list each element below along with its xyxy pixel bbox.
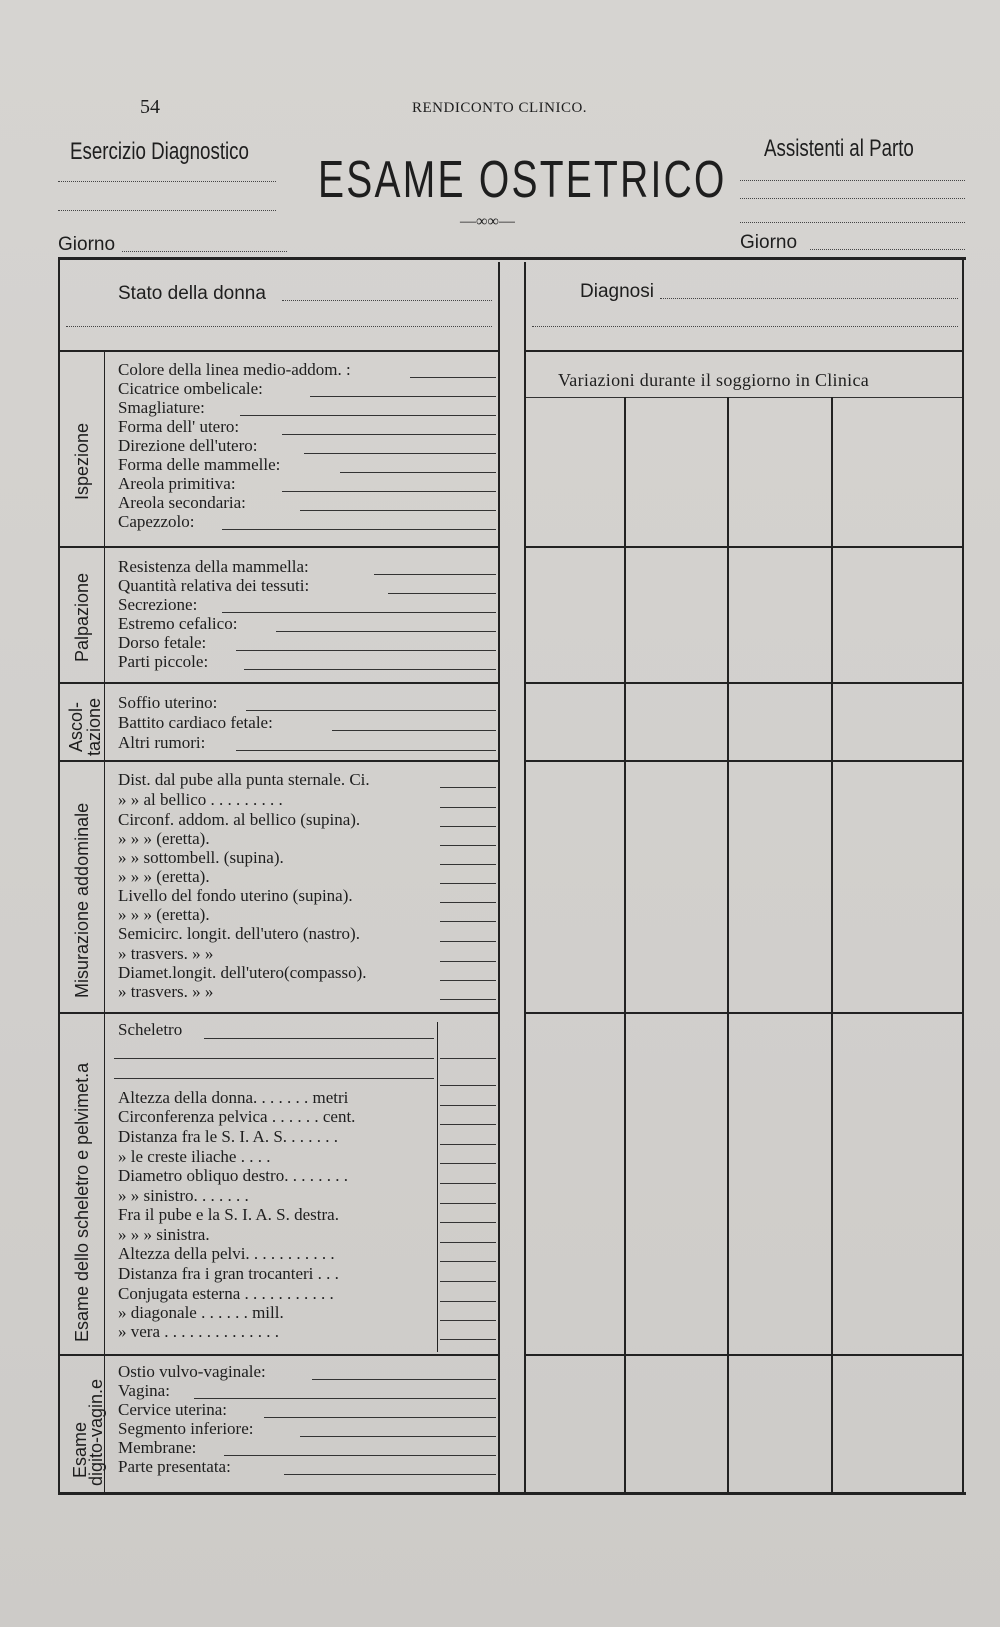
list-item: » trasvers. » » <box>118 982 214 1001</box>
left-dotted-line-2 <box>58 210 276 211</box>
day-dotted-right <box>810 249 965 250</box>
diagnosi-dotted-line <box>660 298 958 299</box>
fill-line <box>222 612 496 613</box>
fill-line <box>440 1320 496 1321</box>
list-item: » vera . . . . . . . . . . . . . . <box>118 1322 280 1341</box>
rule-misurazione-end <box>60 1012 498 1014</box>
fill-line <box>440 1144 496 1145</box>
fill-line <box>440 864 496 865</box>
list-item: Direzione dell'utero: <box>118 436 258 455</box>
page-title: ESAME OSTETRICO <box>318 151 727 209</box>
fill-line <box>244 669 496 670</box>
list-item: Cervice uterina: <box>118 1400 228 1419</box>
fill-line <box>440 1261 496 1262</box>
fill-line <box>304 453 496 454</box>
list-item: Areola secondaria: <box>118 493 246 512</box>
fill-line <box>440 1124 496 1125</box>
list-item: Membrane: <box>118 1438 197 1457</box>
list-item: » » al bellico . . . . . . . . . <box>118 790 283 809</box>
top-box-bottom-left <box>60 350 498 352</box>
fill-line <box>440 807 496 808</box>
fill-line <box>440 999 496 1000</box>
fill-line <box>440 1058 496 1059</box>
list-item: Estremo cefalico: <box>118 614 238 633</box>
list-item: Vagina: <box>118 1381 170 1400</box>
list-item: Ostio vulvo-vaginale: <box>118 1362 266 1381</box>
top-box-bottom-right <box>526 350 962 352</box>
list-item: » » » (eretta). <box>118 829 210 848</box>
fill-line <box>204 1038 434 1039</box>
diagnosi-label: Diagnosi <box>580 281 654 302</box>
fill-line <box>440 1339 496 1340</box>
list-item: Semicirc. longit. dell'utero (nastro). <box>118 924 360 943</box>
rule-scheletro-end-right <box>526 1354 962 1356</box>
list-item: Distanza fra le S. I. A. S. . . . . . . <box>118 1127 339 1146</box>
left-label: Esercizio Diagnostico <box>70 138 249 165</box>
list-item: Diametro obliquo destro. . . . . . . . <box>118 1166 348 1185</box>
column-divider-right <box>524 262 526 1492</box>
fill-line <box>440 845 496 846</box>
fill-line <box>440 1183 496 1184</box>
frame-left-border <box>58 258 60 1494</box>
fill-line <box>440 1242 496 1243</box>
variazioni-col-2 <box>727 397 729 1492</box>
fill-line <box>194 1398 496 1399</box>
page-number: 54 <box>140 96 160 118</box>
left-dotted-line-1 <box>58 181 276 182</box>
fill-line <box>388 593 496 594</box>
list-item: Battito cardiaco fetale: <box>118 713 273 732</box>
section-label-digito-2: digito-vagin.e <box>86 1378 106 1486</box>
list-item: » trasvers. » » <box>118 944 214 963</box>
list-item: Colore della linea medio-addom. : <box>118 360 351 379</box>
list-item: Conjugata esterna . . . . . . . . . . . <box>118 1284 334 1303</box>
fill-line <box>240 415 496 416</box>
day-dotted-left <box>122 251 287 252</box>
list-item: » le creste iliache . . . . <box>118 1147 271 1166</box>
rule-scheletro-end <box>60 1354 498 1356</box>
running-title: RENDICONTO CLINICO. <box>412 100 588 116</box>
list-item: Altezza della donna. . . . . . . metri <box>118 1088 349 1107</box>
fill-line <box>236 650 496 651</box>
column-divider-left <box>498 262 500 1492</box>
value-column-divider <box>437 1022 438 1352</box>
fill-line <box>224 1455 496 1456</box>
fill-line <box>276 631 496 632</box>
fill-line <box>284 1474 496 1475</box>
variazioni-underline <box>526 397 962 398</box>
list-item: » » sottombell. (supina). <box>118 848 284 867</box>
variazioni-col-3 <box>831 397 833 1492</box>
list-item: Altri rumori: <box>118 733 206 752</box>
fill-line <box>440 961 496 962</box>
rule-ascoltazione-end <box>60 760 498 762</box>
fill-line <box>300 1436 496 1437</box>
fill-line <box>440 1222 496 1223</box>
list-item: Parte presentata: <box>118 1457 231 1476</box>
title-ornament: —∞∞— <box>460 213 515 230</box>
list-item: » diagonale . . . . . . mill. <box>118 1303 284 1322</box>
fill-line <box>332 730 496 731</box>
list-item: Smagliature: <box>118 398 205 417</box>
stato-dotted-line-2 <box>66 326 492 327</box>
fill-line <box>440 1281 496 1282</box>
fill-line <box>300 510 496 511</box>
right-label: Assistenti al Parto <box>764 135 914 162</box>
fill-line <box>440 883 496 884</box>
fill-line <box>114 1078 434 1079</box>
section-label-digito-1: Esame <box>70 1421 90 1478</box>
list-item: Capezzolo: <box>118 512 195 531</box>
list-item: Quantità relativa dei tessuti: <box>118 576 310 595</box>
fill-line <box>310 396 496 397</box>
right-dotted-line-1 <box>740 180 965 181</box>
fill-line <box>440 787 496 788</box>
fill-line <box>312 1379 496 1380</box>
list-item: Soffio uterino: <box>118 693 218 712</box>
frame-right-border <box>962 258 964 1494</box>
fill-line <box>282 491 496 492</box>
right-dotted-line-3 <box>740 222 965 223</box>
rule-ascoltazione-end-right <box>526 760 962 762</box>
fill-line <box>440 1085 496 1086</box>
rule-misurazione-end-right <box>526 1012 962 1014</box>
fill-line <box>264 1417 496 1418</box>
fill-line <box>440 980 496 981</box>
list-item: Livello del fondo uterino (supina). <box>118 886 353 905</box>
rule-palpazione-end-right <box>526 682 962 684</box>
list-item: Forma dell' utero: <box>118 417 240 436</box>
fill-line <box>440 1105 496 1106</box>
list-item: Fra il pube e la S. I. A. S. destra. <box>118 1205 339 1224</box>
stato-dotted-line <box>282 300 492 301</box>
list-item: Secrezione: <box>118 595 198 614</box>
day-label-left: Giorno <box>58 234 116 255</box>
section-label-ascoltazione-1: Ascol- <box>66 701 86 752</box>
section-label-ispezione: Ispezione <box>72 422 92 500</box>
fill-line <box>222 529 496 530</box>
list-item: Diamet.longit. dell'utero(compasso). <box>118 963 367 982</box>
scheletro-label: Scheletro <box>118 1020 183 1039</box>
list-item: Distanza fra i gran trocanteri . . . <box>118 1264 339 1283</box>
rule-ispezione-end-right <box>526 546 962 548</box>
section-label-ascoltazione-2: tazione <box>84 697 104 756</box>
fill-line <box>440 826 496 827</box>
list-item: Cicatrice ombelicale: <box>118 379 263 398</box>
list-item: Areola primitiva: <box>118 474 236 493</box>
fill-line <box>236 750 496 751</box>
list-item: Resistenza della mammella: <box>118 557 309 576</box>
fill-line <box>440 1203 496 1204</box>
stato-label: Stato della donna <box>118 283 266 304</box>
diagnosi-dotted-line-2 <box>532 326 958 327</box>
list-item: Dist. dal pube alla punta sternale. Ci. <box>118 770 370 789</box>
fill-line <box>114 1058 434 1059</box>
frame-bottom-rule <box>58 1492 966 1495</box>
fill-line <box>440 941 496 942</box>
list-item: Altezza della pelvi. . . . . . . . . . . <box>118 1244 335 1263</box>
list-item: Dorso fetale: <box>118 633 207 652</box>
fill-line <box>440 1163 496 1164</box>
fill-line <box>282 434 496 435</box>
section-label-palpazione: Palpazione <box>72 572 92 662</box>
fill-line <box>440 921 496 922</box>
list-item: Circonf. addom. al bellico (supina). <box>118 810 361 829</box>
fill-line <box>374 574 496 575</box>
fill-line <box>440 1301 496 1302</box>
label-column-divider <box>104 352 105 1492</box>
fill-line <box>246 710 496 711</box>
list-item: Parti piccole: <box>118 652 209 671</box>
fill-line <box>410 377 496 378</box>
frame-top-rule <box>58 257 966 260</box>
section-label-misurazione: Misurazione addominale <box>72 802 92 998</box>
list-item: Circonferenza pelvica . . . . . . cent. <box>118 1107 356 1126</box>
list-item: Forma delle mammelle: <box>118 455 281 474</box>
list-item: » » » (eretta). <box>118 905 210 924</box>
rule-ispezione-end <box>60 546 498 548</box>
fill-line <box>340 472 496 473</box>
right-dotted-line-2 <box>740 198 965 199</box>
fill-line <box>440 902 496 903</box>
list-item: » » » sinistra. <box>118 1225 210 1244</box>
list-item: Segmento inferiore: <box>118 1419 254 1438</box>
variazioni-label: Variazioni durante il soggiorno in Clinica <box>558 370 870 390</box>
variazioni-col-1 <box>624 397 626 1492</box>
list-item: » » sinistro. . . . . . . <box>118 1186 249 1205</box>
list-item: » » » (eretta). <box>118 867 210 886</box>
rule-palpazione-end <box>60 682 498 684</box>
day-label-right: Giorno <box>740 232 798 253</box>
section-label-scheletro: Esame dello scheletro e pelvimet.a <box>72 1062 92 1342</box>
